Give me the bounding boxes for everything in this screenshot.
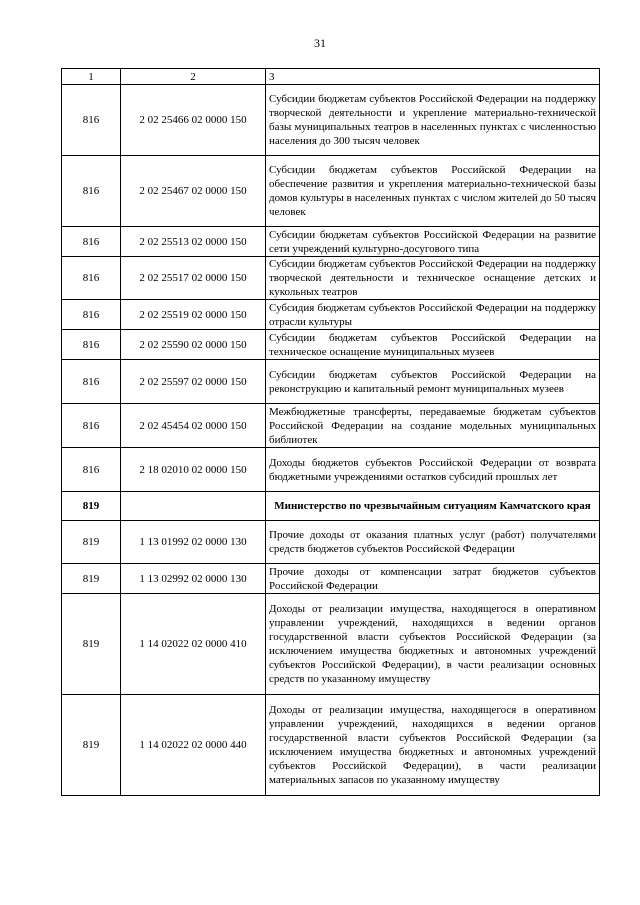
table-row: [62, 300, 600, 330]
kbk-code-cell: 2 02 25467 02 0000 150: [121, 156, 266, 227]
table-row: [62, 257, 600, 300]
kbk-code-cell: 2 18 02010 02 0000 150: [121, 448, 266, 492]
revenue-name-cell: Прочие доходы от компенсации затрат бюджетов субъектов Российской Федерации: [266, 564, 600, 594]
table-row: [62, 448, 600, 492]
admin-code-cell: 819: [62, 564, 121, 594]
table-row: [62, 404, 600, 448]
revenue-name-cell: Субсидии бюджетам субъектов Российской Федерации на развитие сети учреждений культурно-досугового типа: [266, 227, 600, 257]
admin-code-cell: 816: [62, 448, 121, 492]
admin-code-cell: 816: [62, 257, 121, 300]
table-row: [62, 521, 600, 564]
revenue-classification-table: [61, 68, 600, 796]
admin-code-cell: 819: [62, 492, 121, 521]
admin-code-cell: 816: [62, 300, 121, 330]
table-row: [62, 594, 600, 695]
kbk-code-cell: 2 02 25519 02 0000 150: [121, 300, 266, 330]
revenue-name-cell: Субсидии бюджетам субъектов Российской Федерации на поддержку творческой деятельности и техническое оснащение детских и кукольных театров: [266, 257, 600, 300]
table-header-row: [62, 69, 600, 85]
revenue-name-cell: Министерство по чрезвычайным ситуациям Камчатского края: [266, 492, 600, 521]
kbk-code-cell: 1 14 02022 02 0000 410: [121, 594, 266, 695]
revenue-name-cell: Субсидии бюджетам субъектов Российской Федерации на техническое оснащение муниципальных музеев: [266, 330, 600, 360]
page-number: 31: [314, 36, 326, 50]
kbk-code-cell: 1 14 02022 02 0000 440: [121, 695, 266, 796]
admin-code-cell: 816: [62, 360, 121, 404]
kbk-code-cell: 1 13 01992 02 0000 130: [121, 521, 266, 564]
revenue-name-cell: Прочие доходы от оказания платных услуг (работ) получателями средств бюджетов субъектов Российской Федерации: [266, 521, 600, 564]
revenue-name-cell: Субсидия бюджетам субъектов Российской Федерации на поддержку отрасли культуры: [266, 300, 600, 330]
revenue-name-cell: Субсидии бюджетам субъектов Российской Федерации на поддержку творческой деятельности и укрепление материально-технической базы муниципальных театров в населенных пунктах с численностью населения до 300 тысяч человек: [266, 85, 600, 156]
header-col-1: 1: [62, 69, 121, 85]
revenue-name-cell: Субсидии бюджетам субъектов Российской Федерации на обеспечение развития и укрепления материально-технической базы домов культуры в населенных пунктах с числом жителей до 50 тысяч человек: [266, 156, 600, 227]
kbk-code-cell: 2 02 25597 02 0000 150: [121, 360, 266, 404]
header-col-2: 2: [121, 69, 266, 85]
admin-code-cell: 819: [62, 594, 121, 695]
admin-code-cell: 816: [62, 227, 121, 257]
admin-code-cell: 819: [62, 695, 121, 796]
table-body: [62, 69, 600, 796]
admin-code-cell: 816: [62, 156, 121, 227]
kbk-code-cell: 2 02 25513 02 0000 150: [121, 227, 266, 257]
revenue-name-cell: Межбюджетные трансферты, передаваемые бюджетам субъектов Российской Федерации на создание модельных муниципальных библиотек: [266, 404, 600, 448]
admin-code-cell: 816: [62, 404, 121, 448]
ministry-row: [62, 492, 600, 521]
table-row: [62, 695, 600, 796]
table-row: [62, 360, 600, 404]
admin-code-cell: 816: [62, 85, 121, 156]
kbk-code-cell: 2 02 25590 02 0000 150: [121, 330, 266, 360]
revenue-name-cell: Субсидии бюджетам субъектов Российской Федерации на реконструкцию и капитальный ремонт муниципальных музеев: [266, 360, 600, 404]
kbk-code-cell: [121, 492, 266, 521]
kbk-code-cell: 1 13 02992 02 0000 130: [121, 564, 266, 594]
table-row: [62, 85, 600, 156]
admin-code-cell: 816: [62, 330, 121, 360]
revenue-name-cell: Доходы бюджетов субъектов Российской Федерации от возврата бюджетными учреждениями остатков субсидий прошлых лет: [266, 448, 600, 492]
kbk-code-cell: 2 02 25466 02 0000 150: [121, 85, 266, 156]
revenue-name-cell: Доходы от реализации имущества, находящегося в оперативном управлении учреждений, находящихся в ведении органов государственной власти субъектов Российской Федерации (за исключением имущества бюджетных и автономных учреждений субъектов Российской Федерации), в части реализации основных средств по указанному имуществу: [266, 594, 600, 695]
table-row: [62, 156, 600, 227]
table-row: [62, 330, 600, 360]
admin-code-cell: 819: [62, 521, 121, 564]
kbk-code-cell: 2 02 45454 02 0000 150: [121, 404, 266, 448]
kbk-code-cell: 2 02 25517 02 0000 150: [121, 257, 266, 300]
table-row: [62, 564, 600, 594]
header-col-3: 3: [266, 69, 600, 85]
revenue-name-cell: Доходы от реализации имущества, находящегося в оперативном управлении учреждений, находящихся в ведении органов государственной власти субъектов Российской Федерации (за исключением имущества бюджетных и автономных учреждений субъектов Российской Федерации), в части реализации материальных запасов по указанному имуществу: [266, 695, 600, 796]
table-row: [62, 227, 600, 257]
